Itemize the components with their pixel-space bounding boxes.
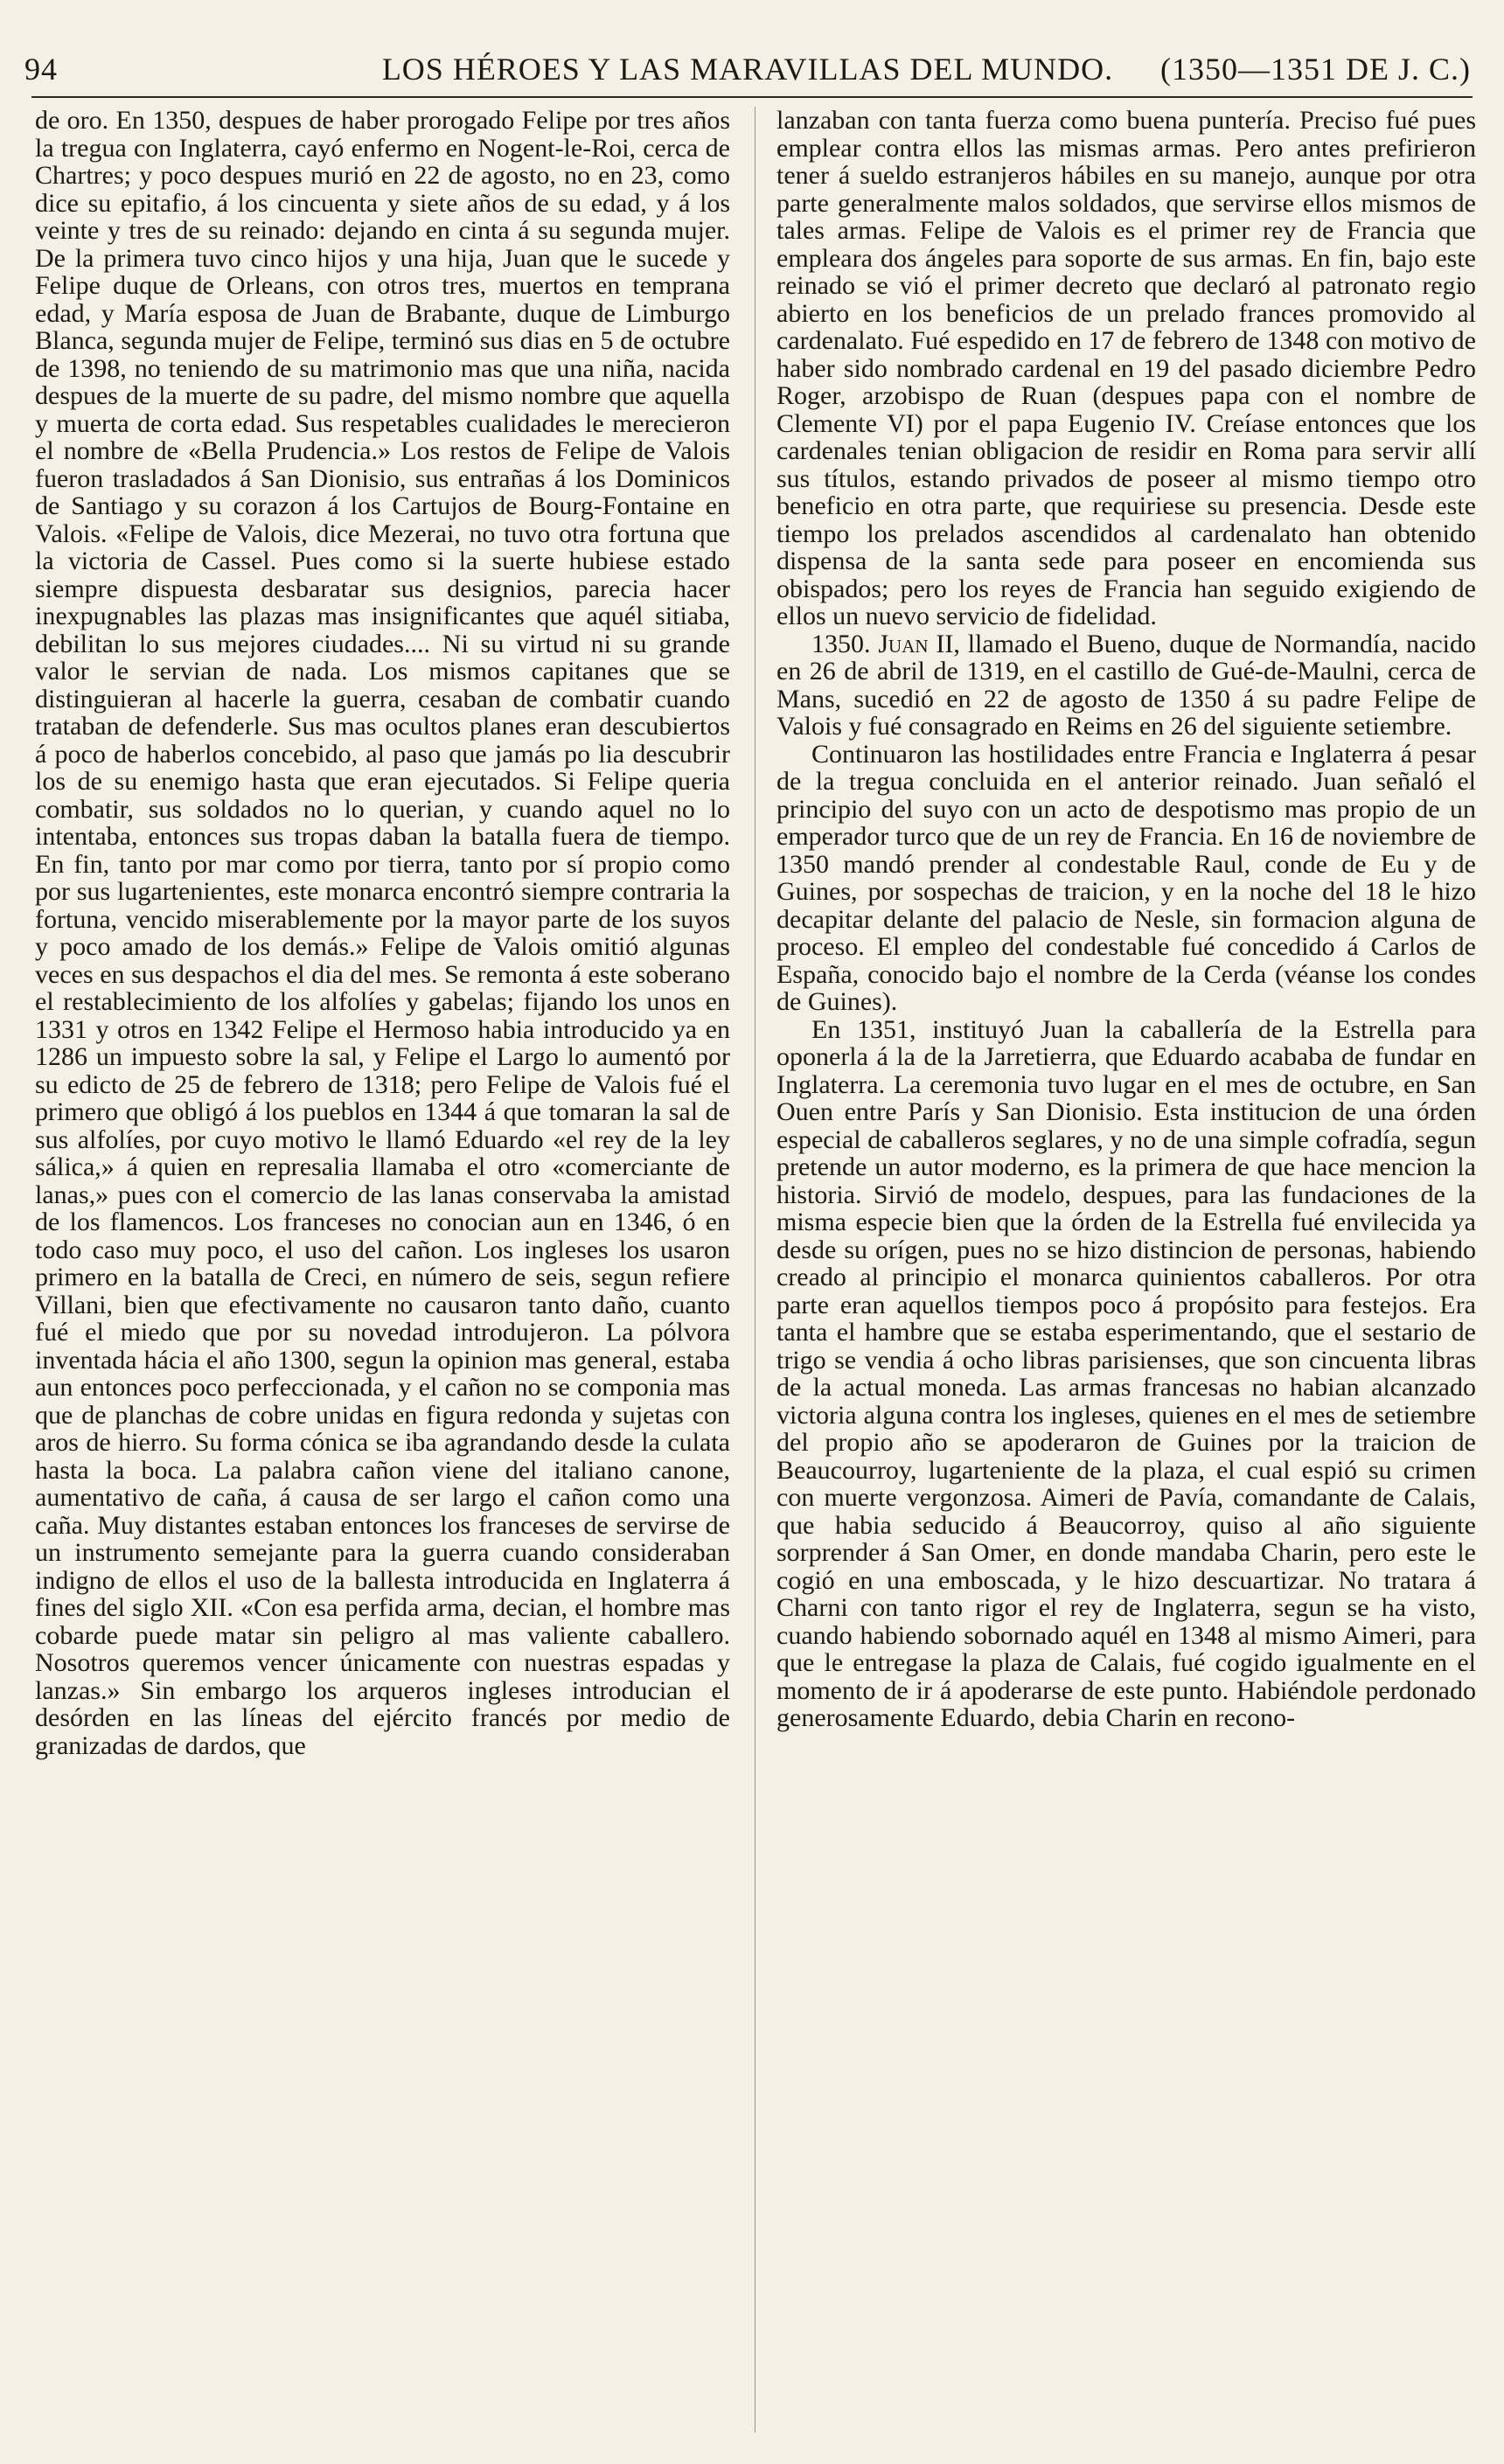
right-paragraph-2 [776, 630, 1476, 741]
header-rule [31, 96, 1473, 98]
right-column [776, 107, 1476, 1732]
right-paragraph-1: lanzaban con tanta fuerza como buena puntería. Preciso fué pues emplear contra ellos las mismas armas. Pero antes prefirieron tener á sueldo estranjeros hábiles en su manejo, aunque por otra parte generalmente malos soldados, que servirse ellos mismos de tales armas. Felipe de Valois es el primer rey de Francia que empleara dos ángeles para soporte de sus armas. En fin, bajo este reinado se vió el primer decreto que declaró al patronato regio abierto en los beneficios de un prelado frances promovido al cardenalato. Fué espedido en 17 de febrero de 1348 con motivo de haber sido nombrado cardenal en 19 del pasado diciembre Pedro Roger, arzobispo de Ruan (despues papa con el nombre de Clemente VI) por el papa Eugenio IV. Creíase entonces que los cardenales tenian obligacion de residir en Roma para servir allí sus títulos, estando privados de poseer al mismo tiempo otro beneficio en otra parte, que requiriese su presencia. Desde este tiempo los prelados ascendidos al cardenalato han obtenido dispensa de la santa sede para poseer en encomienda sus obispados; pero los reyes de Francia han seguido exigiendo de ellos un nuevo servicio de fidelidad. [776, 106, 1476, 630]
entry-year: 1350. [811, 629, 871, 658]
running-title: LOS HÉROES Y LAS MARAVILLAS DEL MUNDO. [381, 52, 1114, 87]
right-paragraph-3: Continuaron las hostilidades entre Francia e Inglaterra á pesar de la tregua concluida en el anterior reinado. Juan señaló el principio del suyo con un acto de despotismo mas propio de un emperador turco que de un rey de Francia. En 16 de noviembre de 1350 mandó prender al condestable Raul, conde de Eu y de Guines, por sospechas de traicion, y en la noche del 18 le hizo decapitar delante del palacio de Nesle, sin formacion alguna de proceso. El empleo del condestable fué concedido á Carlos de España, conocido bajo el nombre de la Cerda (véanse los condes de Guines). [776, 739, 1476, 1016]
date-range: (1350—1351 DE J. C.) [1160, 52, 1471, 87]
entry-name: Juan II, [878, 629, 960, 658]
left-paragraph-1: de oro. En 1350, despues de haber prorogado Felipe por tres años la tregua con Inglaterra, cayó enfermo en Nogent-le-Roi, cerca de Chartres; y poco despues murió en 22 de agosto, no en 23, como dice su epitafio, á los cincuenta y siete años de su edad, y á los veinte y tres de su reinado: dejando en cinta á su segunda mujer. De la primera tuvo cinco hijos y una hija, Juan que le sucede y Felipe duque de Orleans, con otros tres, muertos en temprana edad, y María esposa de Juan de Brabante, duque de Limburgo Blanca, segunda mujer de Felipe, terminó sus dias en 5 de octubre de 1398, no teniendo de su matrimonio mas que una niña, nacida despues de la muerte de su padre, del mismo nombre que aquella y muerta de corta edad. Sus respetables cualidades le merecieron el nombre de «Bella Prudencia.» Los restos de Felipe de Valois fueron trasladados á San Dionisio, sus entrañas á los Dominicos de Santiago y su corazon á los Cartujos de Bourg-Fontaine en Valois. «Felipe de Valois, dice Mezerai, no tuvo otra fortuna que la victoria de Cassel. Pues como si la suerte hubiese estado siempre dispuesta desbaratar sus designios, parecia hacer inexpugnables las plazas mas insignificantes que aquél sitiaba, debilitan lo sus mejores ciudades.... Ni su virtud ni su grande valor le servian de nada. Los mismos capitanes que se distinguieran al hacerle la guerra, cesaban de combatir cuando trataban de defenderle. Sus mas ocultos planes eran descubiertos á poco de haberlos concebido, al paso que jamás po lia descubrir los de su enemigo hasta que eran ejecutados. Si Felipe queria combatir, sus soldados no lo querian, y cuando aquel no lo intentaba, entonces sus tropas daban la batalla fuera de tiempo. En fin, tanto por mar como por tierra, tanto por sí propio como por sus lugartenientes, este monarca encontró siempre contraria la fortuna, vencido miserablemente por la mayor parte de los suyos y poco amado de los demás.» Felipe de Valois omitió algunas veces en sus despachos el dia del mes. Se remonta á este soberano el restablecimiento de los alfolíes y gabelas; fijando los unos en 1331 y otros en 1342 Felipe el Hermoso habia introducido ya en 1286 un impuesto sobre la sal, y Felipe el Largo lo aumentó por su edicto de 25 de febrero de 1318; pero Felipe de Valois fué el primero que obligó á los pueblos en 1344 á que tomaran la sal de sus alfolíes, por cuyo motivo le llamó Eduardo «el rey de la ley sálica,» á quien en represalia llamaba el otro «comerciante de lanas,» pues con el comercio de las lanas conservaba la amistad de los flamencos. Los franceses no conocian aun en 1346, ó en todo caso muy poco, el uso del cañon. Los ingleses los usaron primero en la batalla de Creci, en número de seis, segun refiere Villani, bien que efectivamente no causaron tanto daño, cuanto fué el miedo que por su novedad introdujeron. La pólvora inventada hácia el año 1300, segun la opinion mas general, estaba aun entonces poco perfeccionada, y el cañon no se componia mas que de planchas de cobre unidas en figura redonda y sujetas con aros de hierro. Su forma cónica se iba agrandando desde la culata hasta la boca. La palabra cañon viene del italiano canone, aumentativo de caña, á causa de ser largo el cañon como una caña. Muy distantes estaban entonces los franceses de servirse de un instrumento semejante para la guerra cuando consideraban indigno de ellos el uso de la ballesta introducida en Inglaterra á fines del siglo XII. «Con esa perfida arma, decian, el hombre mas cobarde puede matar sin peligro al mas valiente caballero. Nosotros queremos vencer únicamente con nuestras espadas y lanzas.» Sin embargo los arqueros ingleses introducian el desórden en las líneas del ejército francés por medio de granizadas de dardos, que [35, 106, 730, 1760]
left-column [35, 107, 730, 1759]
right-paragraph-4: En 1351, instituyó Juan la caballería de la Estrella para oponerla á la de la Jarretierra, que Eduardo acababa de fundar en Inglaterra. La ceremonia tuvo lugar en el mes de octubre, en San Ouen entre París y San Dionisio. Esta institucion de una órden especial de caballeros seglares, y no de una simple cofradía, segun pretende un autor moderno, es la primera de que hace mencion la historia. Sirvió de modelo, despues, para las fundaciones de la misma especie bien que la órden de la Estrella fué envilecida ya desde su orígen, pues no se hizo distincion de personas, habiendo creado al principio el monarca quinientos caballeros. Por otra parte eran aquellos tiempos poco á propósito para festejos. Era tanta el hambre que se estaba esperimentando, que el sestario de trigo se vendia á ocho libras parisienses, que son cincuenta libras de la actual moneda. Las armas francesas no habian alcanzado victoria alguna contra los ingleses, quienes en el mes de setiembre del propio año se apoderaron de Guines por la traicion de Beaucourroy, lugarteniente de la plaza, el cual espió su crimen con muerte vergonzosa. Aimeri de Pavía, comandante de Calais, que habia seducido á Beaucorroy, quiso al año siguiente sorprender á San Omer, en donde mandaba Charin, pero este le cogió en una emboscada, y le hizo descuartizar. No tratara á Charni con tanto rigor el rey de Inglaterra, segun se ha visto, cuando habiendo sobornado aquél en 1348 al mismo Aimeri, para que le entregase la plaza de Calais, fué cogido igualmente en el momento de ir á apoderarse de este punto. Habiéndole perdonado generosamente Eduardo, debia Charin en recono- [776, 1014, 1476, 1732]
entry-text: llamado el Bueno, duque de Normandía, nacido en 26 de abril de 1319, en el castillo de Gué-de-Maulni, cerca de Mans, sucedió en 22 de agosto de 1350 á su padre Felipe de Valois y fué consagrado en Reims en 26 del siguiente setiembre. [776, 629, 1477, 741]
page-header [24, 51, 1471, 93]
page-number: 94 [24, 52, 58, 87]
